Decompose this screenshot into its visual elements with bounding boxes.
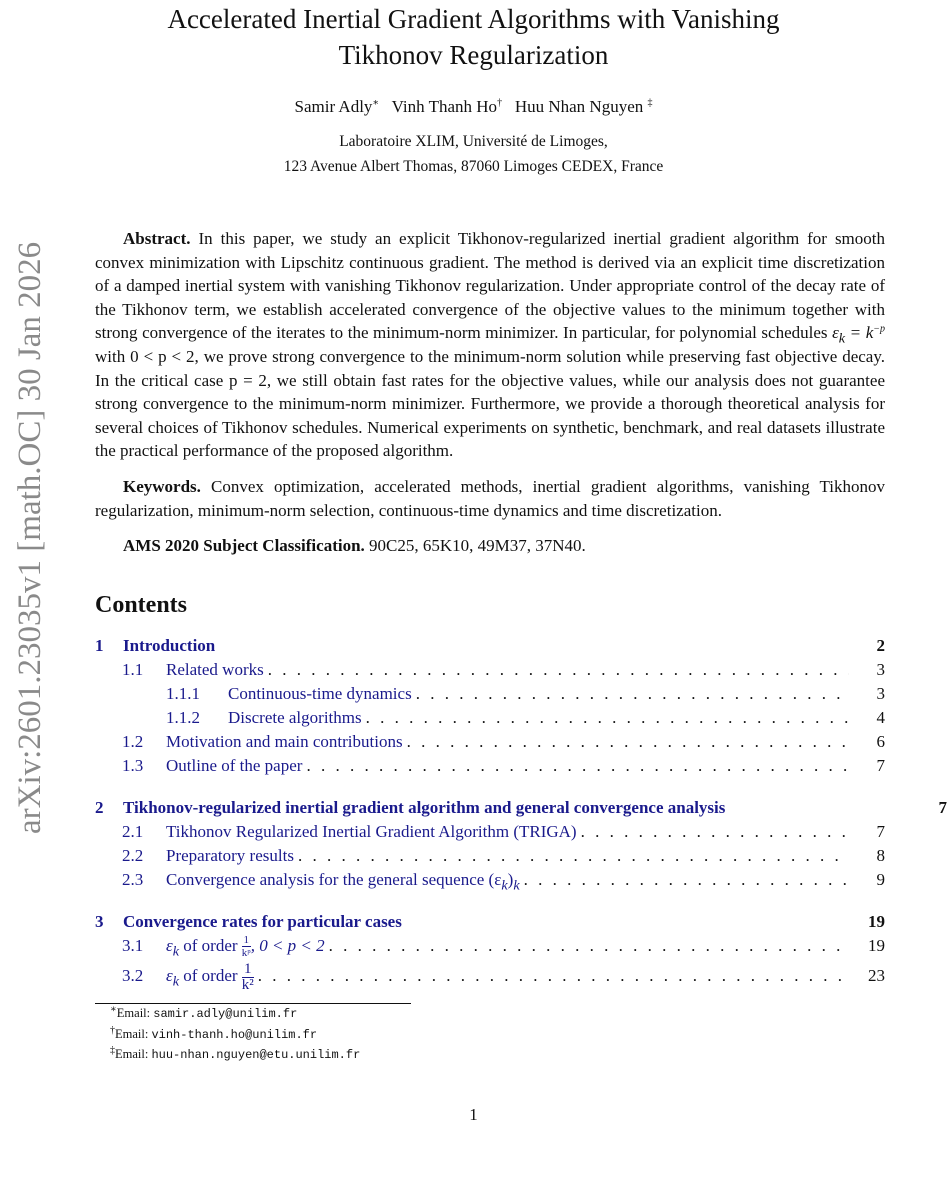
arxiv-stamp: arXiv:2601.23035v1 [math.OC] 30 Jan 2026 bbox=[12, 241, 48, 835]
affiliation: Laboratoire XLIM, Université de Limoges, 123 Avenue Albert Thomas, 87060 Limoges CEDEX, France bbox=[283, 133, 664, 175]
toc-entry[interactable]: 2.1 Tikhonov Regularized Inertial Gradient Algorithm (TRIGA) . . . 7 bbox=[95, 820, 885, 844]
footnote: †Email: vinh-thanh.ho@unilim.fr bbox=[110, 1024, 318, 1042]
toc-entry[interactable]: 1.1.2 Discrete algorithms . . . 4 bbox=[95, 706, 885, 730]
email-link[interactable]: samir.adly@unilim.fr bbox=[153, 1007, 298, 1022]
title-line: Accelerated Inertial Gradient Algorithms with Vanishing bbox=[167, 4, 780, 34]
toc-entry[interactable]: 1.2 Motivation and main contributions . . . 6 bbox=[95, 730, 885, 754]
author: Huu Nhan Nguyen ‡ bbox=[514, 97, 653, 116]
ams-label: AMS 2020 Subject Classification. bbox=[123, 536, 365, 556]
author-list bbox=[0, 95, 947, 119]
contents-heading: Contents bbox=[95, 591, 188, 618]
toc-entry[interactable]: 1.3 Outline of the paper . . . 7 bbox=[95, 754, 885, 778]
abstract-label: Abstract. bbox=[123, 229, 191, 248]
ams-classification: AMS 2020 Subject Classification. 90C25, 65K10, 49M37, 37N40. bbox=[123, 536, 586, 556]
footnote: ‡Email: huu-nhan.nguyen@etu.unilim.fr bbox=[110, 1045, 361, 1063]
email-link[interactable]: huu-nhan.nguyen@etu.unilim.fr bbox=[151, 1048, 361, 1063]
toc-entry[interactable]: 2 Tikhonov-regularized inertial gradient algorithm and general convergence analysis 7 bbox=[95, 797, 947, 817]
page-number: 1 bbox=[469, 1104, 478, 1124]
toc-entry[interactable]: 1 Introduction 2 bbox=[95, 635, 885, 655]
paper-title bbox=[0, 1, 947, 73]
toc-entry[interactable]: 1.1.1 Continuous-time dynamics . . . 3 bbox=[95, 682, 885, 706]
fraction: $\frac{1}{\text{kᵖ}}$ bbox=[241, 934, 251, 960]
toc-entry[interactable]: 2.2 Preparatory results . . . 8 bbox=[95, 844, 885, 868]
keywords-label: Keywords. bbox=[123, 476, 201, 496]
keywords: Keywords. Convex optimization, accelerated methods, inertial gradient algorithms, vanishing Tikhonov regularization, minimum-norm selection, continuous-time dynamics and time discretization. bbox=[95, 476, 885, 520]
toc-entry[interactable]: 2.3 Convergence analysis for the general sequence $(\varepsilon_k)_k$ . . . 9 bbox=[95, 868, 885, 892]
email-link[interactable]: vinh-thanh.ho@unilim.fr bbox=[151, 1027, 318, 1042]
toc-entry[interactable]: 1.1 Related works . . . 3 bbox=[95, 658, 885, 682]
fraction: $\frac{1}{\text{k²}}$ bbox=[241, 960, 254, 993]
title-line: Tikhonov Regularization bbox=[338, 40, 609, 70]
author: Vinh Thanh Ho† bbox=[391, 97, 503, 116]
abstract: Abstract. In this paper, we study an explicit Tikhonov-regularized inertial gradient algorithm for smooth convex minimization with Lipschitz continuous gradient. The method is derived via an explicit time discretization of a damped inertial system with vanishing Tikhonov regularization. Under appropriate control of the decay rate of the Tikhonov term, we establish accelerated convergence of the objective values to the minimum together with strong convergence of the iterates to the minimum-norm minimizer. In particular, for polynomial schedules $\varepsilon_k = k^{-p}$ with 0 < p < 2, we prove strong convergence to the minimum-norm solution while preserving fast objective decay. In the critical case p = 2, we still obtain fast rates for the objective values, while our analysis does not guarantee strong convergence to the minimum-norm minimizer. Furthermore, we provide a thorough theoretical analysis for several choices of Tikhonov schedules. Numerical experiments on synthetic, benchmark, and real datasets illustrate the practical performance of the proposed algorithm. bbox=[95, 229, 885, 461]
footnote: ∗Email: samir.adly@unilim.fr bbox=[110, 1004, 298, 1022]
author: Samir Adly∗ bbox=[294, 97, 380, 116]
toc-entry[interactable]: 3.2 $\varepsilon_k$ of order $\frac{1}{\text{k²}}$ . . . 23 bbox=[95, 959, 885, 993]
table-of-contents bbox=[95, 634, 947, 994]
toc-entry[interactable]: 3 Convergence rates for particular cases 19 bbox=[95, 911, 885, 931]
toc-entry[interactable]: 3.1 $\varepsilon_k$ of order $\frac{1}{\text{kᵖ}}$ , 0 < p < 2 . . . 19 bbox=[95, 934, 885, 960]
